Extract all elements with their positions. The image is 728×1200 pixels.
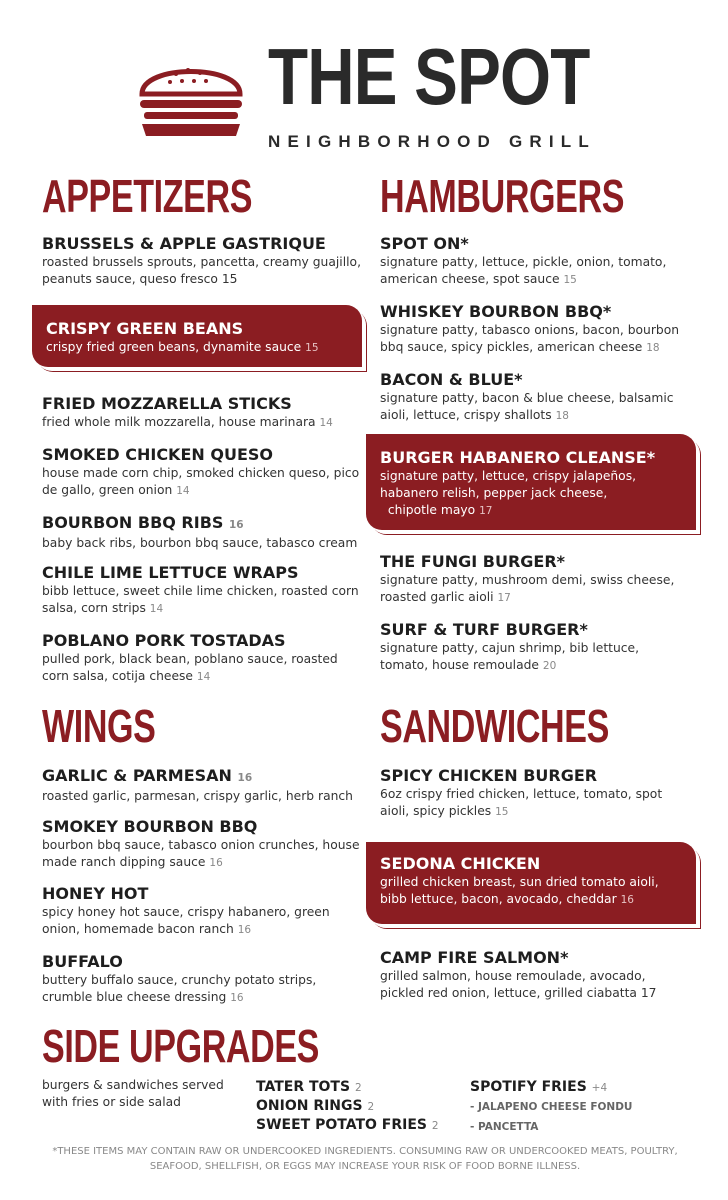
item-desc: signature patty, mushroom demi, swiss cheese, roasted garlic aioli [380,573,675,604]
item-price: 14 [196,671,211,683]
menu-item [42,445,362,500]
item-name: CAMP FIRE SALMON* [380,948,569,967]
featured-item [32,305,362,367]
side-option: - JALAPENO CHEESE FONDU [470,1101,633,1113]
item-price: 16 [209,857,223,869]
side-list [256,1078,439,1135]
featured-item [366,842,696,924]
item-desc: baby back ribs, bourbon bbq sauce, tabasco cream [42,536,358,550]
wings-heading: WINGS [42,700,156,752]
item-price: 16 [237,924,252,936]
item-name: BOURBON BBQ RIBS [42,513,224,532]
item-desc-cont: chipotle mayo [387,503,476,517]
item-name: GARLIC & PARMESAN [42,766,232,785]
menu-item [42,884,362,939]
burger-icon [136,54,246,138]
item-price: 15 [495,806,509,818]
side-price: +4 [591,1082,608,1094]
item-name: BURGER HABANERO CLEANSE* [380,448,656,467]
item-name: WHISKEY BOURBON BBQ* [380,302,612,321]
item-name: BUFFALO [42,952,123,971]
side-name: ONION RINGS [256,1098,363,1114]
side-name: SWEET POTATO FRIES [256,1117,427,1133]
item-price: 15 [305,342,319,354]
item-desc: fried whole milk mozzarella, house marinara [42,415,316,429]
side-price: 2 [367,1101,375,1113]
item-name: SPOT ON* [380,234,469,253]
item-name: HONEY HOT [42,884,149,903]
menu-item [380,620,680,675]
item-name: THE FUNGI BURGER* [380,552,566,571]
item-name: SPICY CHICKEN BURGER [380,766,598,785]
spotify-fries [470,1078,632,1137]
side-name: TATER TOTS [256,1079,351,1095]
item-price: 16 [620,894,634,906]
brand-subtitle: NEIGHBORHOOD GRILL [268,132,596,151]
item-name: CRISPY GREEN BEANS [46,319,244,338]
item-name: POBLANO PORK TOSTADAS [42,631,286,650]
menu-item [42,394,362,432]
item-price: 14 [319,417,333,429]
item-price: 17 [497,592,511,604]
item-name: FRIED MOZZARELLA STICKS [42,394,292,413]
item-desc: signature patty, cajun shrimp, bib lettuce, tomato, house remoulade [380,641,639,672]
item-desc: bourbon bbq sauce, tabasco onion crunches, house made ranch dipping sauce [42,838,360,869]
item-price: 17 [640,986,657,1000]
item-price: 14 [149,603,164,615]
item-desc: pulled pork, black bean, poblano sauce, roasted corn salsa, cotija cheese [42,652,338,683]
item-name: SMOKEY BOURBON BBQ [42,817,258,836]
item-desc: crispy fried green beans, dynamite sauce [46,340,302,354]
menu-item [380,302,680,357]
sandwiches-heading: SANDWICHES [380,700,609,752]
menu-item [380,948,680,1002]
item-desc: house made corn chip, smoked chicken queso, pico de gallo, green onion [42,466,360,497]
hamburgers-heading: HAMBURGERS [380,170,625,222]
menu-item [380,370,680,425]
item-name: BRUSSELS & APPLE GASTRIQUE [42,234,326,253]
menu-item [42,766,362,805]
side-option: - PANCETTA [470,1121,539,1133]
item-desc: signature patty, bacon & blue cheese, balsamic aioli, lettuce, crispy shallots [380,391,674,422]
menu-item [42,234,362,288]
menu-item [42,631,362,686]
item-desc: spicy honey hot sauce, crispy habanero, green onion, homemade bacon ranch [42,905,330,936]
side-price: 2 [431,1120,439,1132]
item-desc: buttery buffalo sauce, crunchy potato strips, crumble blue cheese dressing [42,973,317,1004]
menu-item [42,563,362,618]
item-price: 18 [555,410,569,422]
appetizers-heading: APPETIZERS [42,170,253,222]
item-price: 16 [230,992,244,1004]
item-price: 14 [176,485,190,497]
item-desc: signature patty, tabasco onions, bacon, bourbon bbq sauce, spicy pickles, american cheese [380,323,680,354]
item-price: 17 [479,505,493,517]
item-price: 15 [221,272,238,286]
item-price: 16 [229,519,244,531]
item-name: SURF & TURF BURGER* [380,620,588,639]
side-upgrades-heading: SIDE UPGRADES [42,1020,320,1072]
menu-item [380,766,680,821]
side-price: 2 [354,1082,362,1094]
disclaimer: *THESE ITEMS MAY CONTAIN RAW OR UNDERCOOKED INGREDIENTS. CONSUMING RAW OR UNDERCOOKED MEATS, POULTRY, SEAFOOD, SHELLFISH, OR EGGS MAY INCREASE YOUR RISK OF FOOD BORNE ILLNESS. [52,1146,678,1172]
brand-title: THE SPOT [268,32,590,121]
menu-item [42,513,362,552]
item-desc: roasted brussels sprouts, pancetta, creamy guajillo, peanuts sauce, queso fresco [42,255,361,286]
menu-item [42,817,362,872]
item-name: BACON & BLUE* [380,370,523,389]
item-desc: bibb lettuce, sweet chile lime chicken, roasted corn salsa, corn strips [42,584,359,615]
item-price: 18 [646,342,660,354]
featured-item [366,434,696,530]
item-desc: signature patty, lettuce, pickle, onion, tomato, american cheese, spot sauce [380,255,667,286]
menu-item [42,952,362,1007]
item-name: SMOKED CHICKEN QUESO [42,445,273,464]
item-price: 16 [237,772,253,784]
item-desc: signature patty, lettuce, crispy jalapeños, habanero relish, pepper jack cheese, [380,469,637,500]
item-price: 20 [542,660,557,672]
item-name: SEDONA CHICKEN [380,854,541,873]
sides-intro: burgers & sandwiches served with fries or side salad [42,1078,224,1109]
menu-item [380,234,680,289]
menu-item [380,552,680,607]
item-desc: roasted garlic, parmesan, crispy garlic, herb ranch [42,789,353,803]
item-name: CHILE LIME LETTUCE WRAPS [42,563,299,582]
item-desc: grilled chicken breast, sun dried tomato aioli, bibb lettuce, bacon, avocado, cheddar [380,875,659,906]
item-price: 15 [563,274,577,286]
item-desc: grilled salmon, house remoulade, avocado, pickled red onion, lettuce, grilled ciabatta [380,969,646,1000]
item-desc: 6oz crispy fried chicken, lettuce, tomato, spot aioli, spicy pickles [380,787,663,818]
side-name: SPOTIFY FRIES [470,1079,587,1095]
